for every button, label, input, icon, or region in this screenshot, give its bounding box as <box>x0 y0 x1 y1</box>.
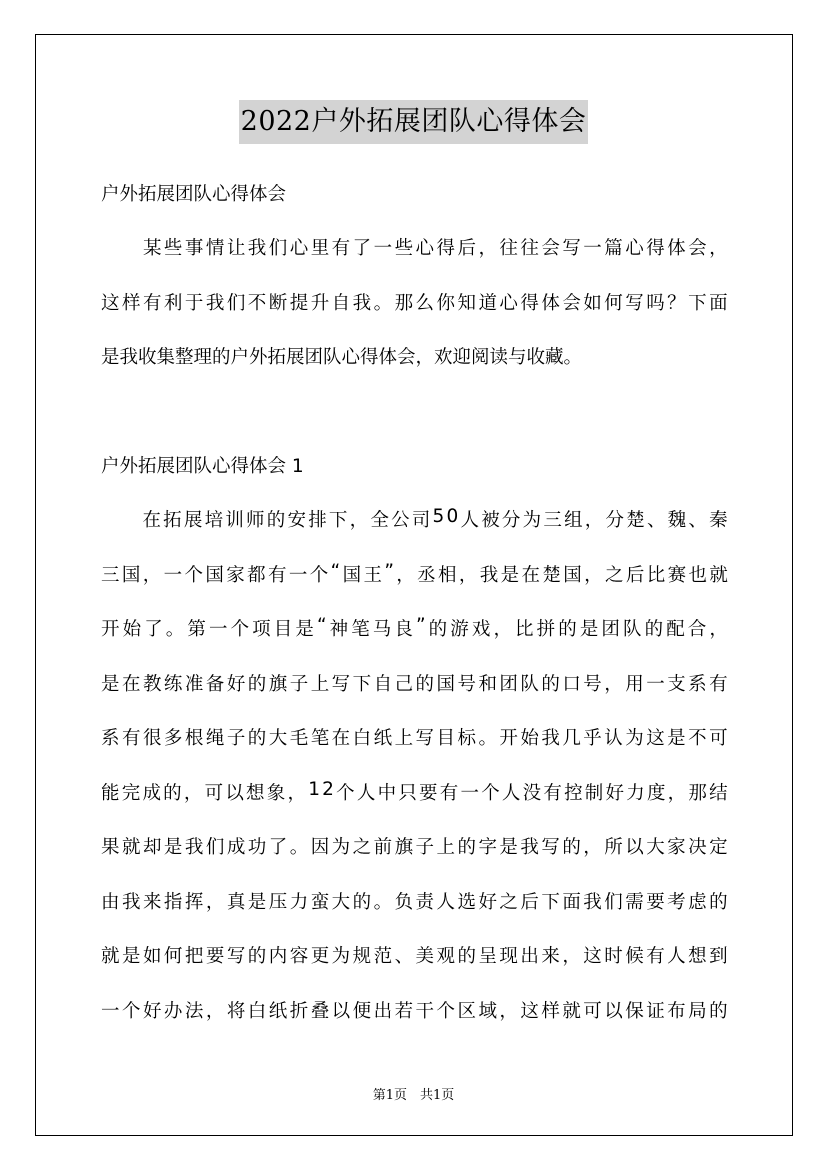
text-line: 三 国 ， 一 个 国 家 都 有 一 个 “ 国 王 ” ， 丞 相 ， 我 是 在 楚 国 ， 之 后 比 赛 也 就 <box>101 560 728 586</box>
text-line: 由 我 来 指 挥 ， 真 是 压 力 蛮 大 的 。 负 责 人 选 好 之 后 下 面 我 们 需 要 考 虑 的 <box>101 891 728 913</box>
text-line: 系 有 很 多 根 绳 子 的 大 毛 笔 在 白 纸 上 写 目 标 。 开 始 我 几 乎 认 为 这 是 不 可 <box>101 728 728 749</box>
text-line: 某 些 事 情 让 我 们 心 里 有 了 一 些 心 得 后 ， 往 往 会 写 一 篇 心 得 体 会 ， <box>142 238 728 259</box>
title-container <box>0 100 827 144</box>
text-line: 是 在 教 练 准 备 好 的 旗 子 上 写 下 自 己 的 国 号 和 团 队 的 口 号 ， 用 一 支 系 有 <box>101 673 728 695</box>
document-title: 2022户外拓展团队心得体会 <box>239 100 589 144</box>
section-heading-text: 户外拓展团队心得体会 1 <box>101 456 304 477</box>
subtitle-text: 户外拓展团队心得体会 <box>101 184 287 205</box>
page-number: 第1页 共1页 <box>372 1088 455 1103</box>
text-line: 这 样 有 利 于 我 们 不 断 提 升 自 我 。 那 么 你 知 道 心 得 体 会 如 何 写 吗 ？ 下 面 <box>101 292 728 314</box>
text-line: 果 就 却 是 我 们 成 功 了 。 因 为 之 前 旗 子 上 的 字 是 我 写 的 ， 所 以 大 家 决 定 <box>101 837 728 858</box>
text-line: 一 个 好 办 法 ， 将 白 纸 折 叠 以 便 出 若 干 个 区 域 ， 这 样 就 可 以 保 证 布 局 的 <box>101 1000 728 1022</box>
text-line: 能 完 成 的 ， 可 以 想 象 ， 1 2 个 人 中 只 要 有 一 个 人 没 有 控 制 好 力 度 ， 那 结 <box>101 778 728 804</box>
text-line: 就 是 如 何 把 要 写 的 内 容 更 为 规 范 、 美 观 的 呈 现 出 来 ， 这 时 候 有 人 想 到 <box>101 946 728 967</box>
text-line: 在 拓 展 培 训 师 的 安 排 下 ， 全 公 司 5 0 人 被 分 为 三 组 ， 分 楚 、 魏 、 秦 <box>142 506 728 531</box>
text-line: 是我收集整理的户外拓展团队心得体会，欢迎阅读与收藏。 <box>101 347 583 368</box>
text-line: 开 始 了 。 第 一 个 项 目 是 “ 神 笔 马 良 ” 的 游 戏 ， 比 拼 的 是 团 队 的 配 合 ， <box>101 615 728 640</box>
page-footer <box>0 1084 827 1103</box>
